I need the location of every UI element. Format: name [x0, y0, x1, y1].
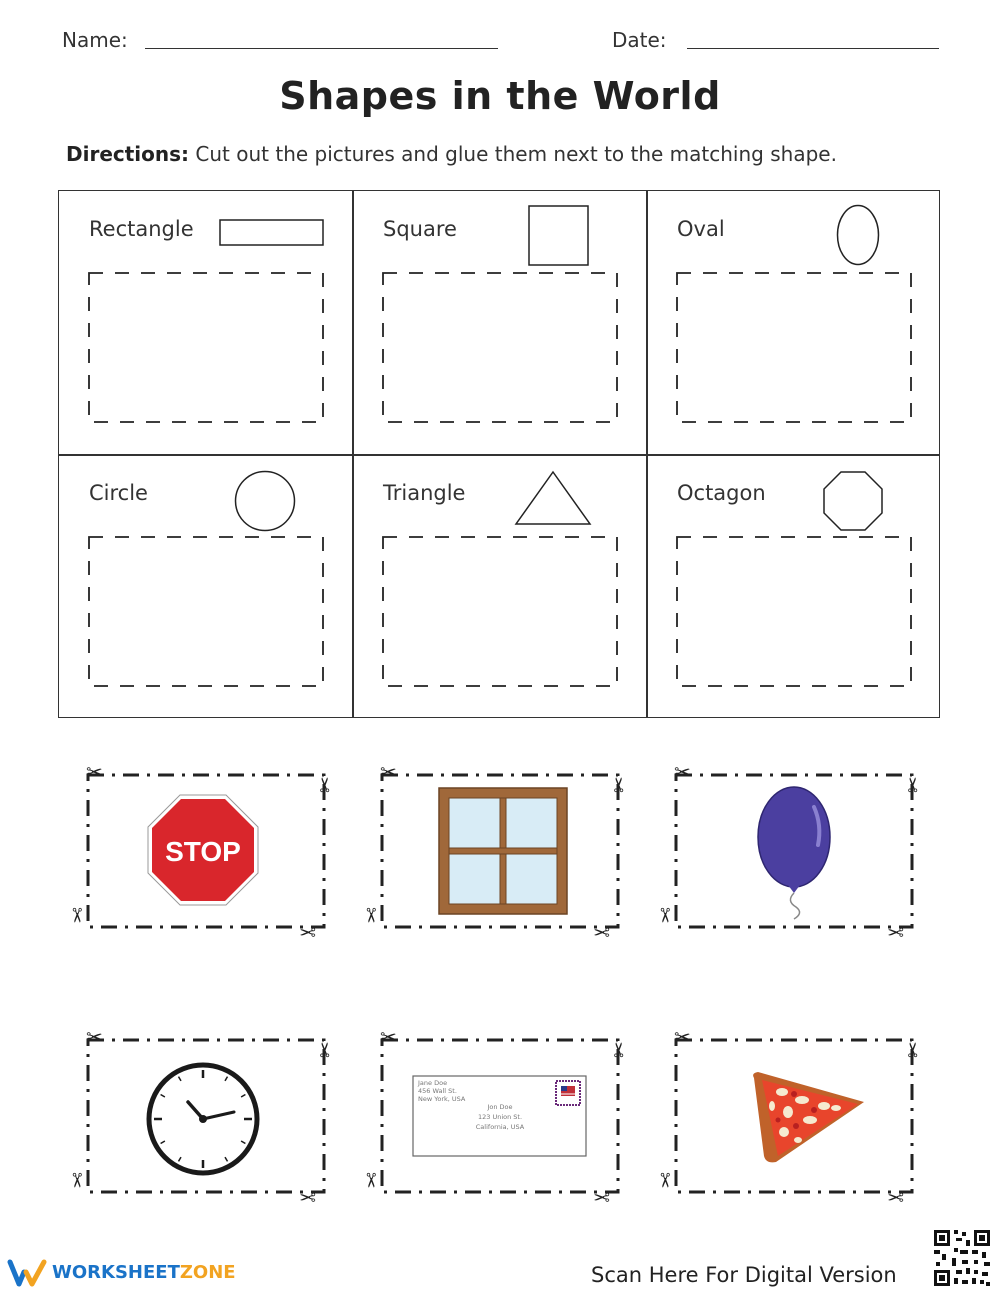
- scissors-icon: ✂: [901, 776, 925, 793]
- cutout-card[interactable]: [653, 1020, 936, 1215]
- scissors-icon: ✂: [607, 1041, 631, 1058]
- svg-text:456 Wall St.: 456 Wall St.: [418, 1087, 457, 1095]
- shape-cell-triangle: [353, 455, 647, 719]
- cutout-card[interactable]: [65, 1020, 348, 1215]
- glue-area[interactable]: [675, 271, 915, 426]
- scissors-icon: ✂: [359, 907, 383, 924]
- scissors-icon: ✂: [86, 760, 103, 784]
- scissors-icon: ✂: [653, 1172, 677, 1189]
- octagon-icon: [821, 469, 885, 533]
- scissors-icon: ✂: [65, 1172, 89, 1189]
- scissors-icon: ✂: [593, 1185, 610, 1209]
- glue-area[interactable]: [381, 271, 621, 426]
- rectangle-icon: [219, 219, 325, 247]
- directions: [66, 142, 837, 166]
- shape-label: Circle: [89, 481, 148, 505]
- shape-cell-oval: [647, 191, 941, 455]
- scissors-icon: ✂: [674, 1025, 691, 1049]
- logo-text: WORKSHEETZONE: [52, 1262, 236, 1283]
- oval-icon: [835, 203, 881, 267]
- shape-label: Triangle: [383, 481, 466, 505]
- svg-text:STOP: STOP: [165, 836, 241, 867]
- pizza-slice-icon: [748, 1070, 868, 1166]
- scan-text: Scan Here For Digital Version: [591, 1263, 897, 1287]
- shape-cell-octagon: [647, 455, 941, 719]
- directions-text: Cut out the pictures and glue them next to the matching shape.: [189, 142, 837, 166]
- glue-area[interactable]: [675, 535, 915, 690]
- svg-text:123 Union St.: 123 Union St.: [477, 1113, 523, 1121]
- scissors-icon: ✂: [380, 1025, 397, 1049]
- name-label: Name:: [62, 28, 128, 52]
- qr-code-icon[interactable]: [932, 1228, 992, 1288]
- stamp-icon: [556, 1081, 580, 1105]
- scissors-icon: ✂: [86, 1025, 103, 1049]
- scissors-icon: ✂: [380, 760, 397, 784]
- svg-text:California, USA: California, USA: [475, 1123, 525, 1131]
- glue-area[interactable]: [87, 271, 327, 426]
- date-field[interactable]: [687, 48, 939, 49]
- scissors-icon: ✂: [313, 1041, 337, 1058]
- square-icon: [528, 205, 590, 267]
- scissors-icon: ✂: [887, 1185, 904, 1209]
- scissors-icon: ✂: [313, 776, 337, 793]
- directions-label: Directions:: [66, 142, 190, 166]
- logo-icon: [8, 1258, 48, 1288]
- shape-label: Oval: [677, 217, 725, 241]
- circle-icon: [233, 469, 297, 533]
- shape-cell-square: [353, 191, 647, 455]
- scissors-icon: ✂: [607, 776, 631, 793]
- shape-cell-circle: [59, 455, 353, 719]
- svg-text:New York, USA: New York, USA: [418, 1095, 466, 1103]
- scissors-icon: ✂: [359, 1172, 383, 1189]
- shape-label: Square: [383, 217, 457, 241]
- stop-sign-icon: [146, 793, 260, 907]
- clock-icon: [146, 1062, 260, 1176]
- scissors-icon: ✂: [65, 907, 89, 924]
- window-icon: [438, 787, 568, 915]
- name-field[interactable]: [145, 48, 498, 49]
- scissors-icon: ✂: [901, 1041, 925, 1058]
- date-label: Date:: [612, 28, 667, 52]
- cutout-card[interactable]: [359, 755, 642, 950]
- cutout-card[interactable]: [653, 755, 936, 950]
- scissors-icon: ✂: [593, 920, 610, 944]
- envelope-icon: [412, 1075, 588, 1159]
- page-title: Shapes in the World: [279, 74, 721, 118]
- svg-text:Jon Doe: Jon Doe: [487, 1103, 513, 1111]
- shape-label: Rectangle: [89, 217, 194, 241]
- cutout-card[interactable]: [359, 1020, 642, 1215]
- shape-grid: [58, 190, 940, 718]
- scissors-icon: ✂: [887, 920, 904, 944]
- cutout-card[interactable]: [65, 755, 348, 950]
- svg-text:Jane Doe: Jane Doe: [418, 1079, 448, 1087]
- scissors-icon: ✂: [653, 907, 677, 924]
- glue-area[interactable]: [87, 535, 327, 690]
- glue-area[interactable]: [381, 535, 621, 690]
- balloon-icon: [754, 785, 834, 925]
- scissors-icon: ✂: [299, 1185, 316, 1209]
- triangle-icon: [513, 469, 593, 527]
- shape-label: Octagon: [677, 481, 766, 505]
- scissors-icon: ✂: [299, 920, 316, 944]
- scissors-icon: ✂: [674, 760, 691, 784]
- shape-cell-rectangle: [59, 191, 353, 455]
